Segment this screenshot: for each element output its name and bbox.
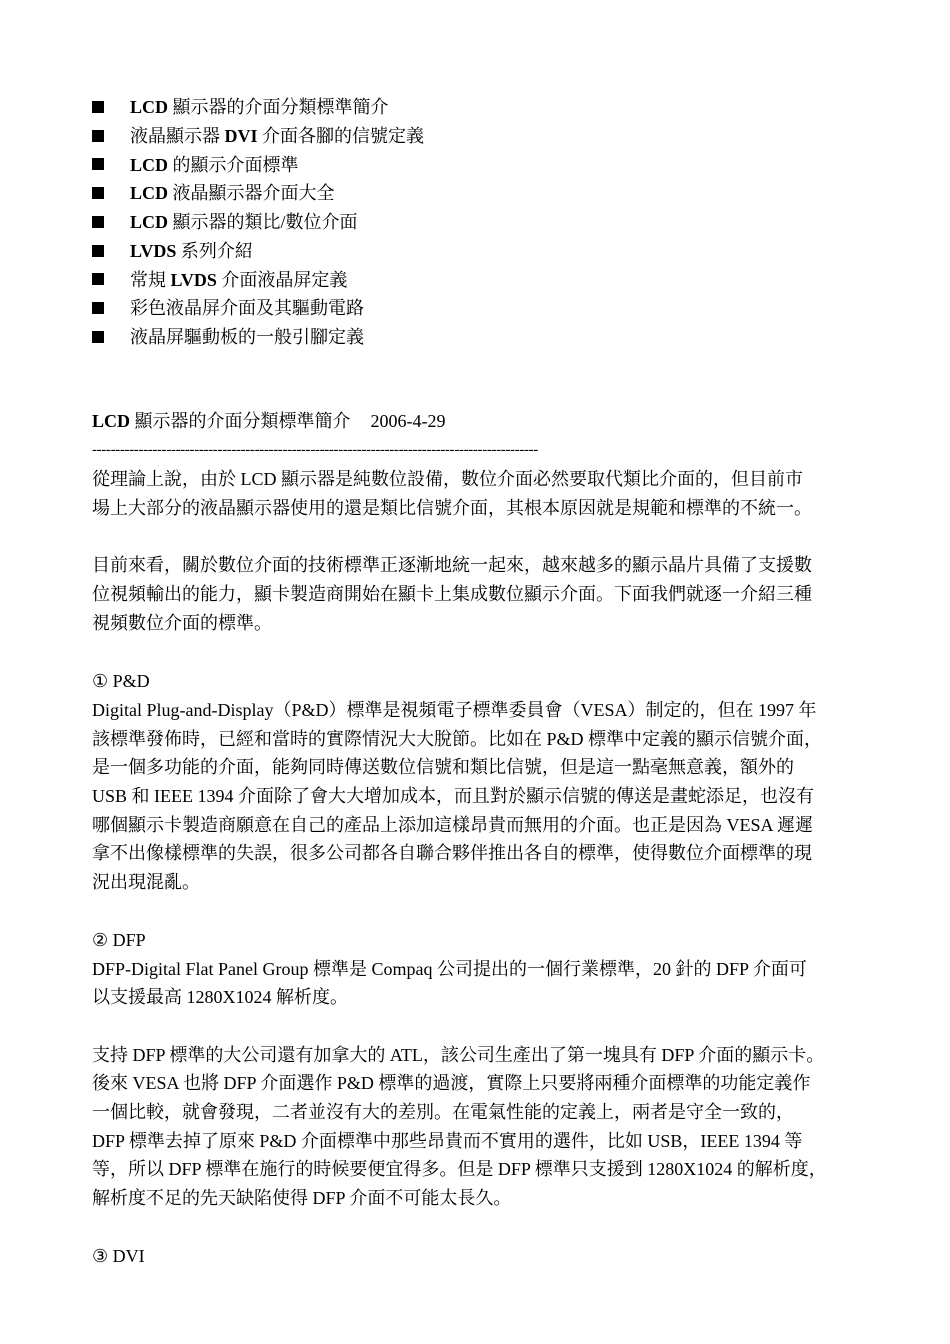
toc-item-text: 液晶顯示器介面大全 — [168, 183, 335, 204]
square-bullet-icon — [92, 302, 104, 314]
toc-item[interactable] — [92, 122, 424, 151]
toc-item[interactable] — [92, 151, 424, 180]
toc-item[interactable] — [92, 237, 424, 266]
section-heading-dfp: ② DFP — [92, 930, 146, 950]
paragraph-line: 視頻數位介面的標準。 — [92, 613, 272, 633]
toc-item-text: 常規 — [130, 269, 171, 290]
toc-item[interactable] — [92, 179, 424, 208]
toc-item[interactable] — [92, 93, 424, 122]
paragraph-line: 拿不出像樣標準的失誤，很多公司都各自聯合夥伴推出各自的標準，使得數位介面標準的現 — [92, 843, 812, 863]
toc-item-text: LCD — [130, 183, 169, 204]
toc-item[interactable] — [92, 208, 424, 237]
toc-item[interactable] — [92, 294, 424, 323]
article-date: 2006-4-29 — [370, 411, 446, 431]
paragraph-line: 以支援最高 1280X1024 解析度。 — [92, 987, 348, 1007]
toc-item-text: LVDS — [170, 269, 217, 290]
separator-line: ------------------------------------------------------------------------------------------------ — [92, 442, 538, 458]
toc-item-text: 系列介紹 — [176, 240, 253, 261]
square-bullet-icon — [92, 245, 104, 257]
paragraph-line: DFP 標準去掉了原來 P&D 介面標準中那些昂貴而不實用的選件，比如 USB，IEEE 1394 等 — [92, 1131, 803, 1151]
square-bullet-icon — [92, 130, 104, 142]
toc-item-text: 顯示器的介面分類標準簡介 — [168, 97, 389, 117]
paragraph-line: USB 和 IEEE 1394 介面除了會大大增加成本，而且對於顯示信號的傳送是畫蛇添足，也沒有 — [92, 786, 814, 806]
paragraph-line: 哪個顯示卡製造商願意在自己的產品上添加這樣昂貴而無用的介面。也正是因為 VESA 遲遲 — [92, 815, 814, 835]
toc-item-text: 的顯示介面標準 — [168, 154, 299, 175]
toc-item[interactable] — [92, 323, 424, 352]
paragraph-line: 況出現混亂。 — [92, 872, 200, 892]
section-heading-pd: ① P&D — [92, 671, 150, 691]
article-title-lcd: LCD — [92, 411, 131, 431]
paragraph-line: DFP-Digital Flat Panel Group 標準是 Compaq 公司提出的一個行業標準，20 針的 DFP 介面可 — [92, 959, 807, 979]
paragraph-line: 是一個多功能的介面，能夠同時傳送數位信號和類比信號，但是這一點毫無意義，額外的 — [92, 757, 794, 777]
paragraph-line: 該標準發佈時，已經和當時的實際情況大大脫節。比如在 P&D 標準中定義的顯示信號介面， — [92, 729, 823, 749]
paragraph-line: 位視頻輸出的能力，顯卡製造商開始在顯卡上集成數位顯示介面。下面我們就逐一介紹三種 — [92, 584, 812, 604]
square-bullet-icon — [92, 331, 104, 343]
paragraph-line: 解析度不足的先天缺陷使得 DFP 介面不可能太長久。 — [92, 1188, 512, 1208]
toc-item-text: LCD — [130, 154, 169, 175]
toc-item-text: LVDS — [130, 240, 177, 261]
table-of-contents — [92, 93, 424, 352]
toc-item-text: 顯示器的類比/數位介面 — [168, 212, 358, 232]
toc-item-text: 介面各腳的信號定義 — [257, 125, 425, 146]
toc-item-text: LCD — [130, 97, 169, 117]
section-heading-dvi: ③ DVI — [92, 1246, 145, 1266]
toc-item[interactable] — [92, 266, 424, 295]
paragraph-line: Digital Plug-and-Display（P&D）標準是視頻電子標準委員會（VESA）制定的，但在 1997 年 — [92, 700, 817, 720]
toc-item-text: 彩色液晶屏介面及其驅動電路 — [130, 298, 364, 319]
paragraph-line: 一個比較，就會發現，二者並沒有大的差別。在電氣性能的定義上，兩者是守全一致的， — [92, 1102, 794, 1122]
paragraph-line: 目前來看，關於數位介面的技術標準正逐漸地統一起來，越來越多的顯示晶片具備了支援數 — [92, 555, 812, 575]
toc-item-text: DVI — [224, 125, 258, 146]
paragraph-line: 後來 VESA 也將 DFP 介面選作 P&D 標準的過渡，實際上只要將兩種介面標準的功能定義作 — [92, 1073, 811, 1093]
square-bullet-icon — [92, 158, 104, 170]
article-title — [92, 407, 446, 436]
article-title-text: 顯示器的介面分類標準簡介 — [130, 411, 351, 431]
toc-item-text: 介面液晶屏定義 — [216, 269, 348, 290]
square-bullet-icon — [92, 187, 104, 199]
paragraph-line: 從理論上說，由於 LCD 顯示器是純數位設備，數位介面必然要取代類比介面的，但目前市 — [92, 469, 803, 489]
square-bullet-icon — [92, 101, 104, 113]
square-bullet-icon — [92, 273, 104, 285]
paragraph-line: 等，所以 DFP 標準在施行的時候要便宜得多。但是 DFP 標準只支援到 1280X1024 的解析度， — [92, 1159, 827, 1179]
toc-item-text: LCD — [130, 212, 169, 232]
toc-item-text: 液晶顯示器 — [130, 125, 225, 146]
paragraph-line: 支持 DFP 標準的大公司還有加拿大的 ATL，該公司生產出了第一塊具有 DFP 介面的顯示卡。 — [92, 1045, 825, 1065]
square-bullet-icon — [92, 216, 104, 228]
paragraph-line: 場上大部分的液晶顯示器使用的還是類比信號介面，其根本原因就是規範和標準的不統一。 — [92, 498, 812, 518]
toc-item-text: 液晶屏驅動板的一般引腳定義 — [130, 327, 364, 347]
